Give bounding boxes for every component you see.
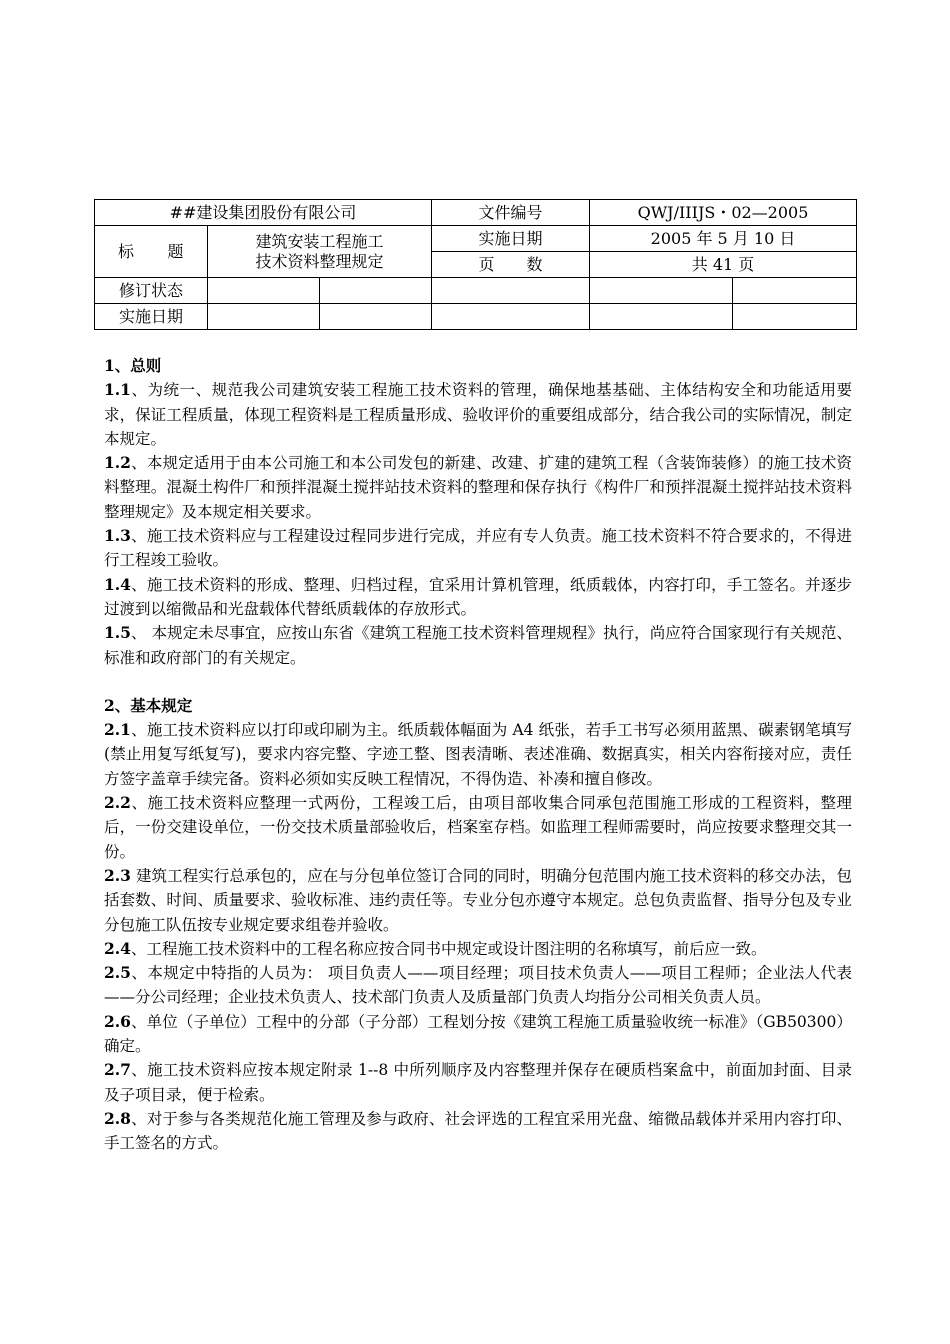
paragraph [104, 1107, 852, 1156]
clause-text: 、对于参与各类规范化施工管理及参与政府、社会评选的工程宜采用光盘、缩微品载体并采用内容打印、手工签名的方式。 [104, 1109, 852, 1153]
document-body [104, 354, 852, 1156]
clause-text: 、施工技术资料应按本规定附录 1--8 中所列顺序及内容整理并保存在硬质档案盒中，前面加封面、目录及子项目录，便于检索。 [104, 1061, 852, 1104]
clause-number: 2.1 [104, 720, 131, 740]
clause-number: 1.1 [104, 380, 131, 400]
clause-text: 、施工技术资料的形成、整理、归档过程，宜采用计算机管理，纸质载体，内容打印，手工签名。并逐步过渡到以缩微品和光盘载体代替纸质载体的存放形式。 [104, 575, 852, 618]
paragraph [104, 451, 852, 524]
header-row-revision [95, 278, 857, 304]
clause-number: 2.4 [104, 938, 131, 958]
empty-cell [590, 278, 733, 304]
section-heading: 1、总则 [104, 356, 162, 375]
empty-cell [733, 278, 857, 304]
clause-number: 2.8 [104, 1108, 131, 1128]
clause-number: 2.6 [104, 1011, 131, 1031]
company-name: ##建设集团股份有限公司 [95, 200, 432, 226]
paragraph [104, 524, 852, 573]
clause-text: 、为统一、规范我公司建筑安装工程施工技术资料的管理，确保地基基础、主体结构安全和功能适用要求，保证工程质量，体现工程资料是工程质量形成、验收评价的重要组成部分，结合我公司的实际情况，制定本规定。 [104, 381, 852, 448]
title-value-line2: 技术资料整理规定 [255, 251, 384, 271]
paragraph [104, 864, 852, 937]
section-spacer [104, 670, 852, 694]
empty-cell [432, 278, 590, 304]
paragraph [104, 1058, 852, 1107]
doc-number-label: 文件编号 [432, 200, 590, 226]
clause-text: 、 本规定未尽事宜，应按山东省《建筑工程施工技术资料管理规程》执行，尚应符合国家现行有关规范、标准和政府部门的有关规定。 [104, 624, 852, 667]
clause-text: 、工程施工技术资料中的工程名称应按合同书中规定或设计图注明的名称填写，前后应一致。 [130, 939, 767, 958]
section-heading: 2、基本规定 [104, 695, 193, 715]
paragraph [104, 621, 852, 670]
clause-number: 1.3 [104, 526, 131, 546]
paragraph [104, 961, 852, 1010]
title-value-line1: 建筑安装工程施工 [255, 231, 384, 251]
clause-number: 2.7 [104, 1060, 131, 1080]
header-row-title [95, 226, 857, 252]
pages-label: 页 数 [432, 252, 590, 278]
impl-date-label: 实施日期 [432, 226, 590, 252]
empty-cell [320, 278, 432, 304]
clause-text: 、施工技术资料应整理一式两份，工程竣工后，由项目部收集合同承包范围施工形成的工程资料，整理后，一份交建设单位，一份交技术质量部验收后，档案室存档。如监理工程师需要时，尚应按要求整理交其一份。 [104, 794, 852, 861]
document-header-table [94, 199, 857, 330]
header-row-impl-date [95, 304, 857, 330]
paragraph [104, 573, 852, 622]
paragraph [104, 378, 852, 451]
title-label: 标 题 [95, 226, 208, 278]
revision-label: 修订状态 [95, 278, 208, 304]
paragraph [104, 1010, 852, 1059]
title-value [208, 226, 432, 278]
empty-cell [208, 278, 320, 304]
clause-text: 、本规定中特指的人员为： 项目负责人——项目经理；项目技术负责人——项目工程师；企业法人代表——分公司经理；企业技术负责人、技术部门负责人及质量部门负责人均指分公司相关负责人员。 [104, 964, 852, 1007]
clause-number: 2.2 [104, 793, 131, 813]
clause-text: 、施工技术资料应以打印或印刷为主。纸质载体幅面为 A4 纸张，若手工书写必须用蓝黑、碳素钢笔填写(禁止用复写纸复写)，要求内容完整、字迹工整、图表清晰、表述准确、数据真实，相关内容衔接对应，责任方签字盖章手续完备。资料必须如实反映工程情况，不得伪造、补凑和擅自修改。 [104, 721, 852, 788]
clause-number: 1.5 [104, 623, 131, 643]
paragraph [104, 791, 852, 864]
clause-text: 、施工技术资料应与工程建设过程同步进行完成，并应有专人负责。施工技术资料不符合要求的，不得进行工程竣工验收。 [104, 527, 852, 570]
paragraph [104, 937, 852, 961]
impl-date-value: 2005 年 5 月 10 日 [590, 226, 857, 252]
clause-number: 2.3 [104, 865, 131, 885]
empty-cell [733, 304, 857, 330]
clause-text: 、单位（子单位）工程中的分部（子分部）工程划分按《建筑工程施工质量验收统一标准》（GB50300）确定。 [104, 1012, 852, 1056]
clause-number: 2.5 [104, 963, 131, 983]
header-row-company [95, 200, 857, 226]
empty-cell [590, 304, 733, 330]
empty-cell [208, 304, 320, 330]
empty-cell [320, 304, 432, 330]
paragraph [104, 718, 852, 791]
clause-number: 1.4 [104, 574, 131, 594]
empty-cell [432, 304, 590, 330]
impl-date-label-2: 实施日期 [95, 304, 208, 330]
clause-text: 建筑工程实行总承包的，应在与分包单位签订合同的同时，明确分包范围内施工技术资料的移交办法，包括套数、时间、质量要求、验收标准、违约责任等。专业分包亦遵守本规定。总包负责监督、指导分包及专业分包施工队伍按专业规定要求组卷并验收。 [104, 866, 852, 934]
pages-value: 共 41 页 [590, 252, 857, 278]
clause-number: 1.2 [104, 453, 131, 473]
clause-text: 、本规定适用于由本公司施工和本公司发包的新建、改建、扩建的建筑工程（含装饰装修）的施工技术资料整理。混凝土构件厂和预拌混凝土搅拌站技术资料的整理和保存执行《构件厂和预拌混凝土搅拌站技术资料整理规定》及本规定相关要求。 [104, 454, 852, 521]
doc-number-value: QWJ/IIIJS・02—2005 [590, 200, 857, 226]
